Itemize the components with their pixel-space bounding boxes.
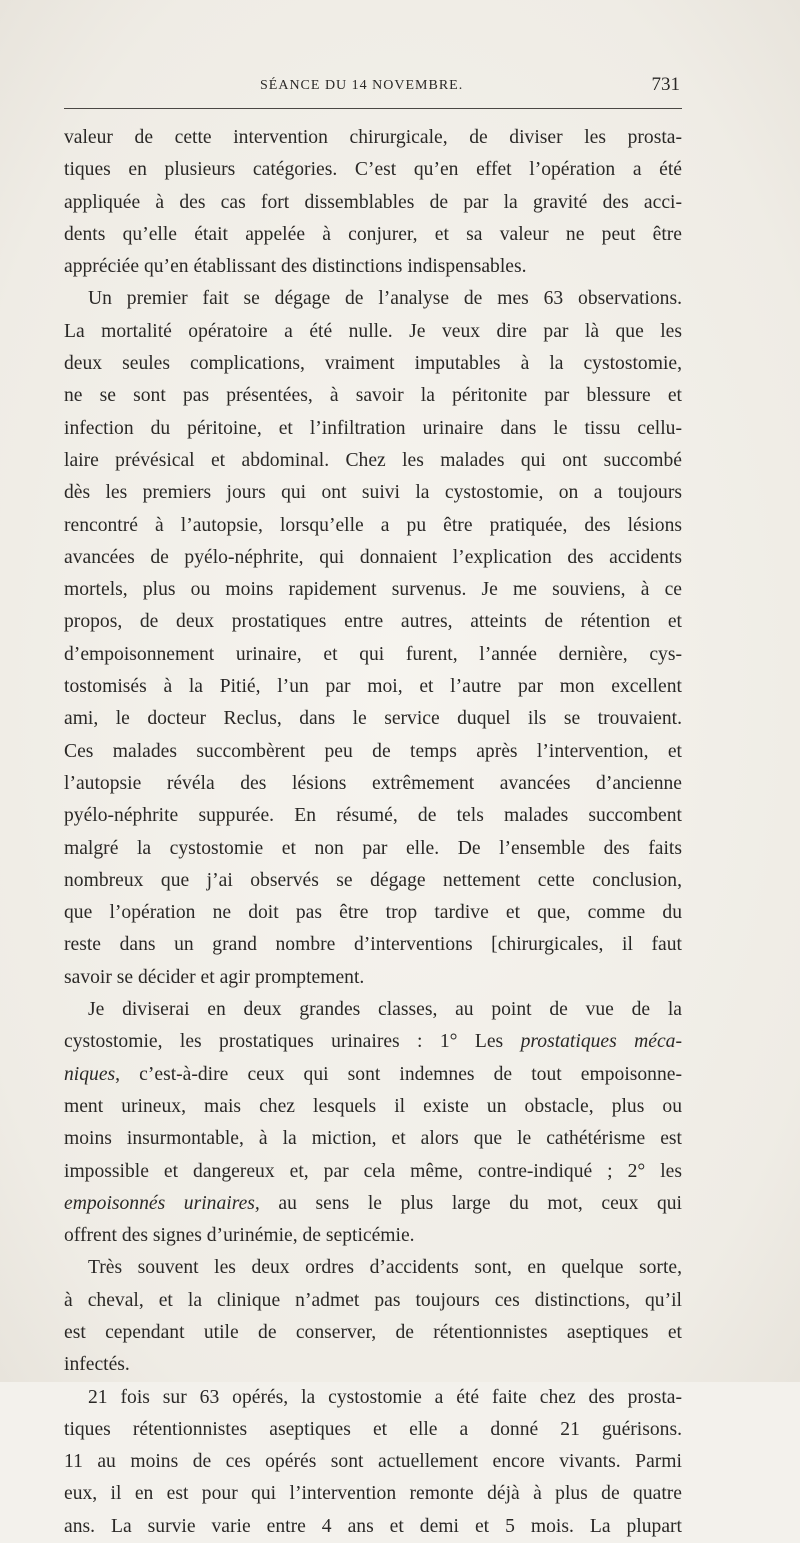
text-line: appliquée à des cas fort dissemblables de par la gravité des acci- <box>64 191 682 213</box>
paragraph-2 <box>64 283 682 994</box>
text-line <box>64 1026 682 1058</box>
text-line: dès les premiers jours qui ont suivi la cystostomie, on a toujours <box>64 482 682 504</box>
text-line: moins insurmontable, à la miction, et alors que le cathétérisme est <box>64 1128 682 1150</box>
text-line: infection du péritoine, et l’infiltration urinaire dans le tissu cellu- <box>64 417 682 439</box>
paragraph-5 <box>64 1382 682 1543</box>
text-line: ami, le docteur Reclus, dans le service duquel ils se trouvaient. <box>64 708 682 730</box>
text-line: Je diviserai en deux grandes classes, au point de vue de la <box>88 999 682 1021</box>
text-line: propos, de deux prostatiques entre autres, atteints de rétention et <box>64 611 682 633</box>
text-line <box>64 1188 682 1220</box>
text-line: laire prévésical et abdominal. Chez les malades qui ont succombé <box>64 449 682 471</box>
text-line <box>64 1059 682 1091</box>
text-line: reste dans un grand nombre d’interventions [chirurgicales, il faut <box>64 934 682 956</box>
text-line: La mortalité opératoire a été nulle. Je veux dire par là que les <box>64 320 682 342</box>
text-line: ment urineux, mais chez lesquels il existe un obstacle, plus ou <box>64 1095 682 1117</box>
italic-term: niques <box>64 1063 116 1085</box>
running-header <box>64 74 682 100</box>
text-line: que l’opération ne doit pas être trop tardive et que, comme du <box>64 902 682 924</box>
text-line: Très souvent les deux ordres d’accidents sont, en quelque sorte, <box>88 1257 682 1279</box>
page-number: 731 <box>651 74 680 95</box>
text-line: Ces malades succombèrent peu de temps après l’intervention, et <box>64 740 682 762</box>
text-span: cystostomie, les prostatiques urinaires : 1° Les <box>64 1031 504 1053</box>
text-line: ans. La survie varie entre 4 ans et demi et 5 mois. La plupart <box>64 1515 682 1537</box>
text-line: d’empoisonnement urinaire, et qui furent, l’année dernière, cys- <box>64 643 682 665</box>
text-line: malgré la cystostomie et non par elle. De l’ensemble des faits <box>64 837 682 859</box>
text-line: dents qu’elle était appelée à conjurer, et sa valeur ne peut être <box>64 223 682 245</box>
text-line: offrent des signes d’urinémie, de septicémie. <box>64 1225 415 1247</box>
text-line: Un premier fait se dégage de l’analyse de mes 63 observations. <box>88 288 682 310</box>
italic-term: prostatiques méca- <box>520 1031 682 1053</box>
running-title: SÉANCE DU 14 NOVEMBRE. <box>260 78 464 93</box>
text-line: mortels, plus ou moins rapidement survenus. Je me souviens, à ce <box>64 579 682 601</box>
text-line: pyélo-néphrite suppurée. En résumé, de tels malades succombent <box>64 805 682 827</box>
text-line: infectés. <box>64 1354 130 1376</box>
text-line: tiques en plusieurs catégories. C’est qu’en effet l’opération a été <box>64 159 682 181</box>
italic-term: empoisonnés urinaires, <box>64 1192 260 1214</box>
text-line: impossible et dangereux et, par cela même, contre-indiqué ; 2° les <box>64 1160 682 1182</box>
text-line: deux seules complications, vraiment imputables à la cystostomie, <box>64 353 682 375</box>
text-line: savoir se décider et agir promptement. <box>64 966 365 988</box>
text-line: rencontré à l’autopsie, lorsqu’elle a pu être pratiquée, des lésions <box>64 514 682 536</box>
text-line: 21 fois sur 63 opérés, la cystostomie a été faite chez des prosta- <box>88 1386 682 1408</box>
paragraph-4 <box>64 1252 682 1381</box>
text-line: valeur de cette intervention chirurgicale, de diviser les prosta- <box>64 127 682 148</box>
text-line: l’autopsie révéla des lésions extrêmement avancées d’ancienne <box>64 772 682 794</box>
text-line: eux, il en est pour qui l’intervention remonte déjà à plus de quatre <box>64 1483 682 1505</box>
header-rule <box>64 108 682 109</box>
body-text <box>64 122 682 1543</box>
text-line: tiques rétentionnistes aseptiques et elle a donné 21 guérisons. <box>64 1418 682 1440</box>
text-line: 11 au moins de ces opérés sont actuellement encore vivants. Parmi <box>64 1451 682 1473</box>
paragraph-3 <box>64 994 682 1252</box>
text-line: est cependant utile de conserver, de rétentionnistes aseptiques et <box>64 1321 682 1343</box>
text-line: avancées de pyélo-néphrite, qui donnaient l’explication des accidents <box>64 546 682 568</box>
text-line: appréciée qu’en établissant des distinctions indispensables. <box>64 256 527 278</box>
text-line: à cheval, et la clinique n’admet pas toujours ces distinctions, qu’il <box>64 1289 682 1311</box>
text-line: nombreux que j’ai observés se dégage nettement cette conclusion, <box>64 869 682 891</box>
paragraph-1 <box>64 122 682 283</box>
text-line: ne se sont pas présentées, à savoir la péritonite par blessure et <box>64 385 682 407</box>
text-span: , c’est-à-dire ceux qui sont indemnes de tout empoisonne- <box>115 1063 682 1085</box>
text-span: au sens le plus large du mot, ceux qui <box>259 1192 682 1214</box>
text-line: tostomisés à la Pitié, l’un par moi, et l’autre par mon excellent <box>64 676 682 698</box>
